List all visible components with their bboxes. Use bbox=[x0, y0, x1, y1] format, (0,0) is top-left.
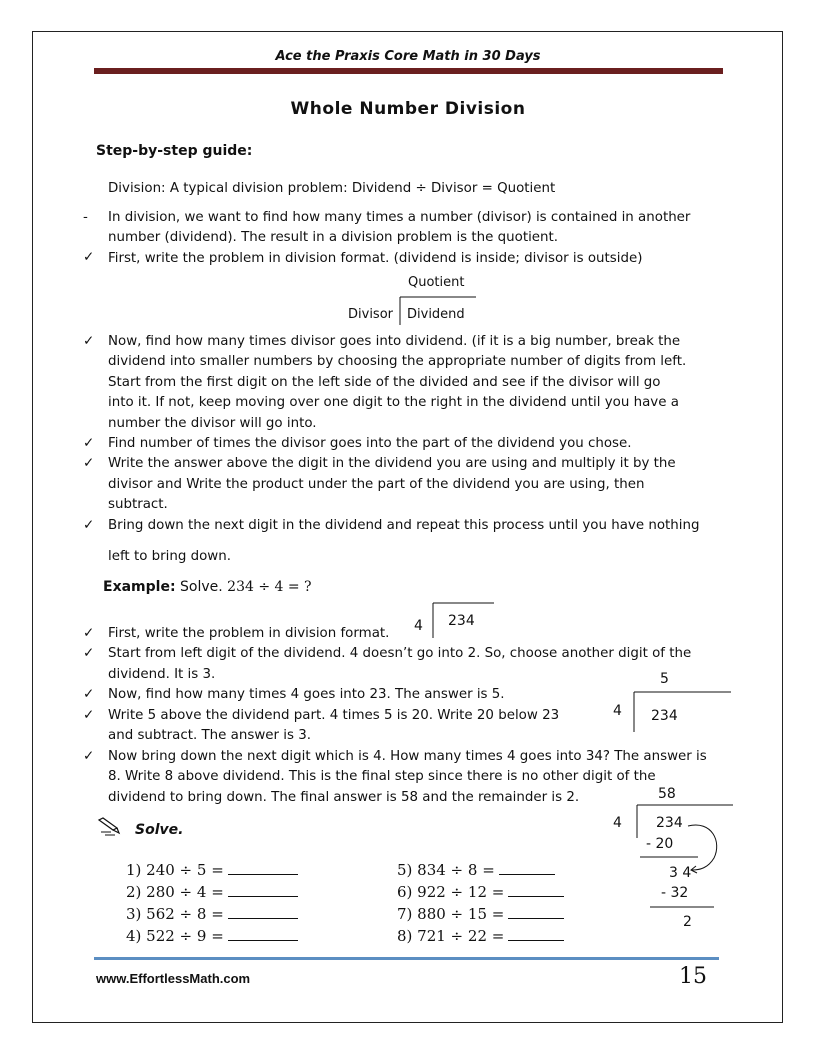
problem-7: 7) 880 ÷ 15 = bbox=[397, 905, 564, 923]
check-icon: ✓ bbox=[83, 748, 95, 764]
bullet-1-line-1: In division, we want to find how many times a number (divisor) is contained in another bbox=[108, 210, 691, 225]
check-icon: ✓ bbox=[83, 707, 95, 723]
book-title: Ace the Praxis Core Math in 30 Days bbox=[275, 49, 541, 64]
bullet-5-line-3: subtract. bbox=[108, 497, 168, 512]
example-step-2-line-2: dividend. It is 3. bbox=[108, 667, 216, 682]
bullet-5-line-2: divisor and Write the product under the part of the dividend you are using, then bbox=[108, 477, 645, 492]
bullet-3-line-2: dividend into smaller numbers by choosing the appropriate number of digits from left. bbox=[108, 354, 687, 369]
problem-2: 2) 280 ÷ 4 = bbox=[126, 883, 298, 901]
check-icon: ✓ bbox=[83, 333, 95, 349]
example-step-4-line-2: and subtract. The answer is 3. bbox=[108, 728, 312, 743]
dash-bullet: - bbox=[83, 209, 88, 225]
problem-1: 1) 240 ÷ 5 = bbox=[126, 861, 298, 879]
example-step-5-line-2: 8. Write 8 above dividend. This is the final step since there is no other digit of the bbox=[108, 769, 656, 784]
problem-5: 5) 834 ÷ 8 = bbox=[397, 861, 555, 879]
example-step-4-line-1: Write 5 above the dividend part. 4 times 5 is 20. Write 20 below 23 bbox=[108, 708, 560, 723]
footer-url[interactable]: www.EffortlessMath.com bbox=[96, 971, 251, 986]
format-quotient: Quotient bbox=[408, 275, 465, 290]
example-step-5-line-1: Now bring down the next digit which is 4. How many times 4 goes into 34? The answer is bbox=[108, 749, 707, 764]
example-solve-word: Solve. bbox=[180, 579, 223, 595]
div3-remainder-1: 3 4 bbox=[669, 865, 692, 881]
problem-4: 4) 522 ÷ 9 = bbox=[126, 927, 298, 945]
bullet-3-line-1: Now, find how many times divisor goes into dividend. (if it is a big number, break the bbox=[108, 334, 681, 349]
bullet-6-line-1: Bring down the next digit in the dividend and repeat this process until you have nothing bbox=[108, 518, 700, 533]
bullet-6-line-2: left to bring down. bbox=[108, 549, 232, 564]
check-icon: ✓ bbox=[83, 435, 95, 451]
bullet-1-line-2: number (dividend). The result in a division problem is the quotient. bbox=[108, 230, 559, 245]
bullet-3-line-3: Start from the first digit on the left side of the divided and see if the divisor will go bbox=[108, 375, 661, 390]
example-step-2-line-1: Start from left digit of the dividend. 4 doesn’t go into 2. So, choose another digit of the bbox=[108, 646, 692, 661]
div3-quotient: 58 bbox=[658, 786, 676, 802]
check-icon: ✓ bbox=[83, 455, 95, 471]
bullet-4: Find number of times the divisor goes into the part of the dividend you chose. bbox=[108, 436, 632, 451]
example-step-5-line-3: dividend to bring down. The final answer is 58 and the remainder is 2. bbox=[108, 790, 580, 805]
check-icon: ✓ bbox=[83, 686, 95, 702]
bullet-3-line-5: number the divisor will go into. bbox=[108, 416, 317, 431]
div2-divisor: 4 bbox=[613, 703, 622, 719]
div3-divisor: 4 bbox=[613, 815, 622, 831]
div3-remainder-2: 2 bbox=[683, 914, 692, 930]
page-title: Whole Number Division bbox=[290, 99, 526, 119]
check-icon: ✓ bbox=[83, 645, 95, 661]
solve-heading: Solve. bbox=[135, 822, 184, 838]
guide-heading: Step-by-step guide: bbox=[96, 143, 253, 159]
div1-divisor: 4 bbox=[414, 618, 423, 634]
pencil-icon bbox=[97, 816, 123, 836]
format-divisor: Divisor bbox=[348, 307, 393, 322]
example-step-1: First, write the problem in division format. bbox=[108, 626, 390, 641]
footer-bar bbox=[94, 957, 719, 960]
problem-8: 8) 721 ÷ 22 = bbox=[397, 927, 564, 945]
problem-6: 6) 922 ÷ 12 = bbox=[397, 883, 564, 901]
check-icon: ✓ bbox=[83, 625, 95, 641]
page-number: 15 bbox=[679, 964, 707, 989]
example-expression: 234 ÷ 4 = ? bbox=[227, 579, 312, 595]
problem-3: 3) 562 ÷ 8 = bbox=[126, 905, 298, 923]
check-icon: ✓ bbox=[83, 249, 95, 265]
intro-text: Division: A typical division problem: Dividend ÷ Divisor = Quotient bbox=[108, 181, 556, 196]
check-icon: ✓ bbox=[83, 517, 95, 533]
div1-dividend: 234 bbox=[448, 613, 475, 629]
div2-dividend: 234 bbox=[651, 708, 678, 724]
format-dividend: Dividend bbox=[407, 307, 465, 322]
div2-quotient: 5 bbox=[660, 671, 669, 687]
example-step-3: Now, find how many times 4 goes into 23. The answer is 5. bbox=[108, 687, 505, 702]
div3-dividend: 234 bbox=[656, 815, 683, 831]
bullet-5-line-1: Write the answer above the digit in the dividend you are using and multiply it by the bbox=[108, 456, 676, 471]
div3-subtract-2: - 32 bbox=[661, 885, 689, 901]
bullet-3-line-4: into it. If not, keep moving over one digit to the right in the dividend until you have a bbox=[108, 395, 679, 410]
bullet-2: First, write the problem in division format. (dividend is inside; divisor is outside) bbox=[108, 251, 643, 266]
div3-subtract-1: - 20 bbox=[646, 836, 674, 852]
example-label: Example: bbox=[103, 579, 176, 595]
